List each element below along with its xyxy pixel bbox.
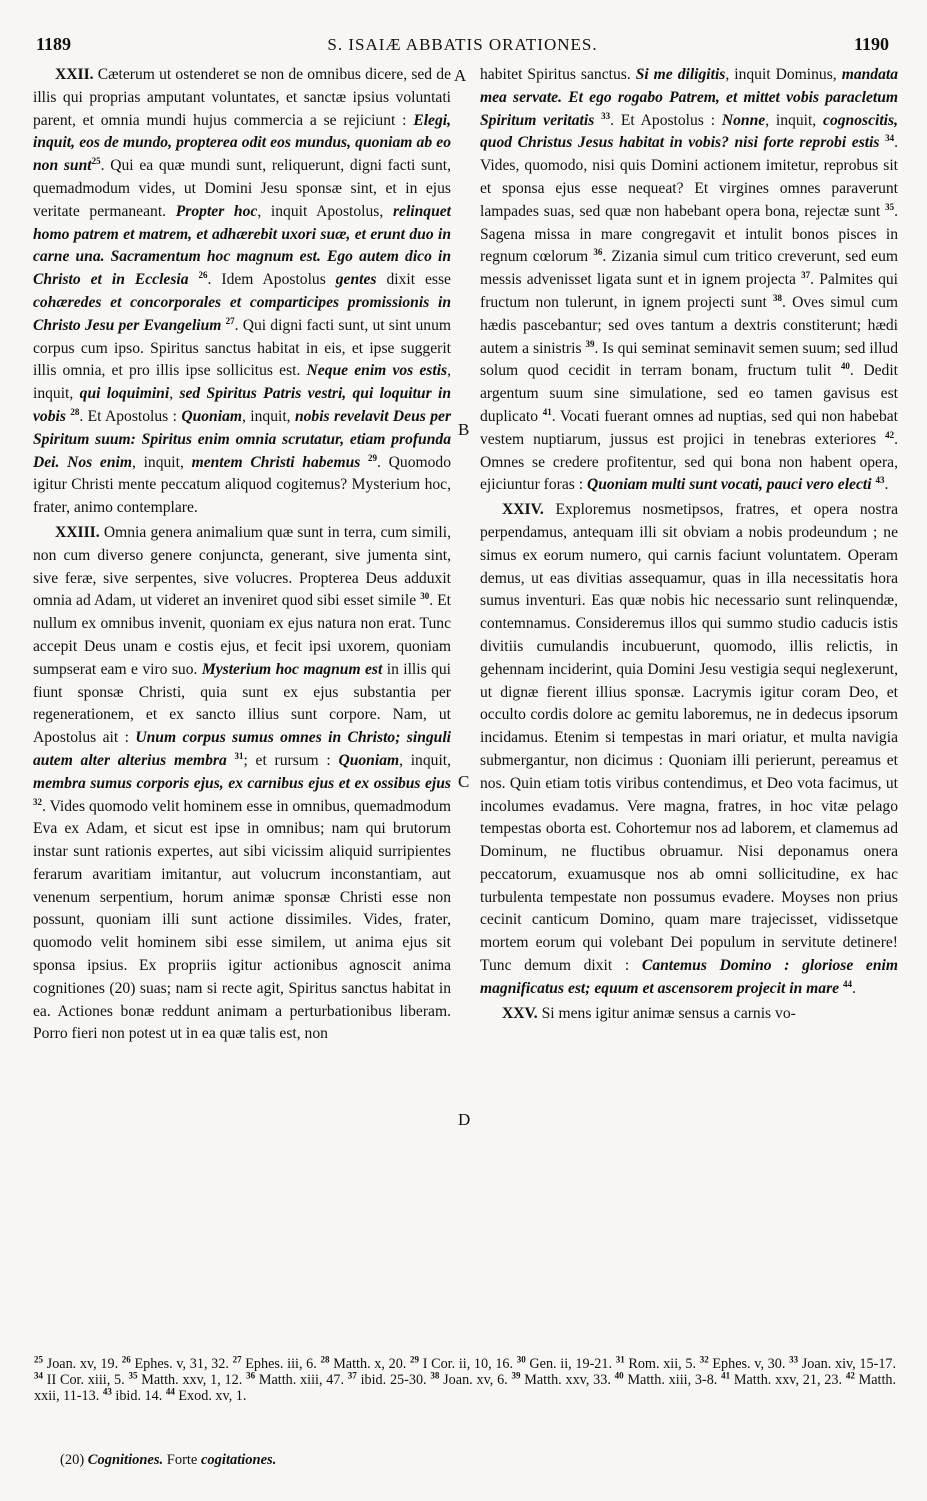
margin-letter-c: C: [458, 772, 470, 791]
note-mark: 34: [885, 133, 895, 144]
note-ref: Joan. xv, 19.: [43, 1356, 122, 1372]
note-ref: Matth. x, 20.: [329, 1356, 411, 1372]
note-item: [34, 1372, 128, 1388]
note-ref: Matth. xiii, 3-8.: [623, 1372, 722, 1388]
running-title: S. ISAIÆ ABBATIS ORATIONES.: [327, 35, 598, 54]
note-ref: Exod. xv, 1.: [174, 1388, 247, 1404]
note-item: [512, 1372, 615, 1388]
note-item: [34, 1356, 122, 1372]
page-number-left: 1189: [36, 34, 72, 54]
margin-letter-a: A: [454, 66, 467, 85]
note-number: 37: [347, 1370, 357, 1381]
paragraph-xxiii: XXIII. Omnia genera animalium quæ sunt in terra, cum simili, non cum diverso genere conjuncta, generant, sive jumenta sint, sive feræ, sive serpentes, sive volucres. Propterea Deus adduxit omnia ad Adam, ut videret an inveniret quod sibi esset simile $^{30}$. Et nullum ex omnibus invenit, quoniam ex ejus natura non erat. Tunc accepit Deus unam e costis ejus, et fecit ipsi uxorem, quoniam sumpserat eam e viro suo. Mysterium hoc magnum est in illis qui fiunt sponsæ Christi, quia sunt ex ejus substantia per regenerationem, et ex sancto illius sunt corpore. Nam, ut Apostolus ait : Unum corpus sumus omnes in Christo; singuli autem alter alterius membra $^{31}$; et rursum : Quoniam, inquit, membra sumus corporis ejus, ex carnibus ejus et ex ossibus ejus $^{32}$. Vides quomodo velit hominem esse in omnibus, quemadmodum Eva ex Adam, et sicut est ipse in omnibus; nam qui brutorum instar sunt rationis expertes, aut sibi vicissim aliquid surripientes ferarum avaritiam imitantur, aut volucrum inconstantiam, aut venenum serpentium, horum animæ sponsæ Christi esse non possunt, quoniam illi sunt actione dissimiles. Vides, frater, quomodo velit hominem sibi esse similem, ut anima ejus sit sponsa ipsius. Ex propriis igitur actionibus agnoscit anima cognitiones (20) suas; nam si recte agit, Spiritus sanctus habitat in ea. Actiones bonæ reddunt animam a perturbationibus liberam. Porro fieri non potest ut in ea quæ talis est, non: [33, 523, 452, 1043]
note-mark: 26: [198, 269, 208, 280]
note-mark: 32: [33, 796, 42, 807]
note-mark: 38: [773, 292, 783, 303]
note-number: 25: [34, 1354, 43, 1365]
note-item: [789, 1356, 896, 1372]
note-ref: Ephes. v, 30.: [708, 1356, 790, 1372]
note-ref: Gen. ii, 19-21.: [525, 1356, 616, 1372]
note-mark: 28: [70, 406, 80, 417]
note-number: 26: [121, 1354, 131, 1365]
footnote-mark: (20): [60, 1452, 85, 1468]
note-number: 41: [721, 1370, 731, 1381]
scripture-notes: [34, 1356, 896, 1404]
note-mark: 33: [601, 110, 611, 121]
footnote-term: Cognitiones.: [87, 1452, 164, 1468]
paragraph-xxiv: XXIV. Exploremus nosmetipsos, fratres, et opera nostra perpendamus, antequam illi sit obviam a nobis prodeundum ; ne simus ex eorum numero, qui carnis faciunt voluntatem. Operam demus, ut eas divitias assequamur, quas in illa necessitatis hora sumus inventuri. Eas quæ nobis hic necessario sunt relinquendæ, contemnamus. Consideremus illos qui summo studio caducis istis divitiis cumulandis incubuerunt, quomodo, illis relictis, in gehennam inciderint, quia Domini Jesu vestigia sequi neglexerunt, ut dignæ fierent illius sponsæ. Lacrymis igitur coram Deo, et occulto cordis dolore ac gemitu laboremus, ne in dedecus ipsorum incidamus. Etenim si tempestas in mari oriatur, et multa navigia submergantur, non dicimus : Quoniam illi perierunt, pereamus et nos. Quin etiam totis viribus contendimus, et Deo vota facimus, ut incolumes evadamus. Vere magna, fratres, in hoc vitæ pelago tempestas oborta est. Cohortemur nos ad laborem, et clamemus ad Dominum, ne fluctibus obruamur. Nisi deponamus onera peccatorum, exuamusque nos ab omni sollicitudine, ex hac turbulenta tempestate non possumus evadere. Moyses non prius cecinit canticum Domino, quam mare trajecisset, vidissetque mortem eorum qui volebant Dei populum in servitute detinere! Tunc demum dixit : Cantemus Domino : gloriose enim magnificatus est; equum et ascensorem projecit in mare $^{44}$.: [480, 501, 898, 997]
note-mark: 42: [885, 429, 895, 440]
note-item: [348, 1372, 431, 1388]
note-ref: Ephes. v, 31, 32.: [130, 1356, 233, 1372]
note-ref: ibid. 14.: [111, 1388, 166, 1404]
note-number: 44: [165, 1386, 175, 1397]
note-number: 30: [516, 1354, 526, 1365]
note-mark: 25: [91, 156, 101, 166]
note-item: [246, 1372, 348, 1388]
note-mark: 27: [225, 315, 235, 326]
note-number: 27: [232, 1354, 242, 1365]
page-header: [36, 34, 889, 60]
note-item: [517, 1356, 616, 1372]
note-mark: 36: [593, 247, 603, 258]
paragraph-xxii-continued: habitet Spiritus sanctus. Si me diligitis, inquit Dominus, mandata mea servate. Et ego rogabo Patrem, et mittet vobis paracletum Spiritum veritatis $^{33}$. Et Apostolus : Nonne, inquit, cognoscitis, quod Christus Jesus habitat in vobis? nisi forte reprobi estis $^{34}$. Vides, quomodo, nisi quis Domini actionem imitetur, reprobus sit et sponsa ejus esse nequeat? Et virgines omnes paraverunt lampades suas, sed quæ non habebant opera bona, rejectæ sunt $^{35}$. Sagena missa in mare congregavit et intulit bonos pisces in regnum cœlorum $^{36}$. Zizania simul cum tritico creverunt, sed eum messis advenisset ligata sunt et in ignem projecta $^{37}$. Palmites qui fructum non tulerunt, in ignem projecti sunt $^{38}$. Oves simul cum hædis pascebantur; sed oves tantum a dextris constiterunt; hædi autem a sinistris $^{39}$. Is qui seminat seminavit semen suum; sed illud solum quod cecidit in terram bonam, fructum tulit $^{40}$. Dedit argentum suum sine simulatione, sed eo tamen gavisus est duplicato $^{41}$. Vocati fuerant omnes ad nuptias, sed qui non habebat vestem nuptiarum, jussus est projici in tenebras exteriores $^{42}$. Omnes se credere profitentur, sed qui bona non habent opera, ejiciuntur foras : Quoniam multi sunt vocati, pauci vero electi $^{43}$.: [480, 66, 899, 494]
margin-letter-d: D: [458, 1110, 471, 1129]
note-ref: Matth. xxv, 1, 12.: [137, 1372, 247, 1388]
section-number: XXIII.: [55, 523, 100, 541]
note-mark: 41: [542, 406, 552, 417]
left-column: [33, 64, 451, 1046]
note-number: 32: [699, 1354, 709, 1365]
note-ref: Matth. xiii, 47.: [255, 1372, 348, 1388]
section-number: XXIV.: [502, 501, 544, 519]
note-ref: I Cor. ii, 10, 16.: [419, 1356, 517, 1372]
note-number: 35: [128, 1370, 138, 1381]
note-number: 29: [410, 1354, 420, 1365]
note-item: [410, 1356, 517, 1372]
note-ref: Matth. xxv, 21, 23.: [730, 1372, 846, 1388]
note-ref: Matth. xxii, 11-13.: [34, 1372, 897, 1404]
note-mark: 44: [843, 978, 852, 989]
note-item: [128, 1372, 246, 1388]
note-ref: Joan. xiv, 15-17.: [798, 1356, 897, 1372]
note-ref: ibid. 25-30.: [356, 1372, 431, 1388]
footnote: [60, 1452, 276, 1469]
footnote-text: Forte: [166, 1452, 198, 1468]
note-ref: Joan. xv, 6.: [439, 1372, 512, 1388]
note-item: [430, 1372, 511, 1388]
note-mark: 35: [885, 201, 895, 212]
note-number: 34: [34, 1370, 43, 1381]
section-number: XXII.: [55, 66, 94, 83]
note-ref: II Cor. xiii, 5.: [43, 1372, 129, 1388]
note-item: [616, 1356, 700, 1372]
note-item: [103, 1388, 166, 1404]
note-ref: Ephes. iii, 6.: [241, 1356, 321, 1372]
note-number: 38: [430, 1370, 440, 1381]
note-mark: 37: [801, 269, 811, 280]
note-item: [700, 1356, 789, 1372]
note-item: [122, 1356, 233, 1372]
note-number: 33: [789, 1354, 799, 1365]
note-mark: 40: [840, 361, 850, 372]
note-number: 28: [320, 1354, 330, 1365]
note-mark: 43: [875, 475, 885, 486]
note-number: 36: [246, 1370, 256, 1381]
note-item: [615, 1372, 721, 1388]
note-ref: Rom. xii, 5.: [624, 1356, 700, 1372]
margin-letter-b: B: [458, 420, 470, 439]
note-number: 31: [615, 1354, 625, 1365]
note-number: 43: [102, 1386, 112, 1397]
note-mark: 30: [420, 591, 430, 602]
note-mark: 39: [585, 338, 595, 349]
note-number: 39: [511, 1370, 521, 1381]
note-mark: 29: [368, 452, 378, 463]
section-number: XXV.: [502, 1004, 538, 1022]
paragraph-xxii: XXII. Cæterum ut ostenderet se non de omnibus dicere, sed de illis qui proprias amputant voluntates, et sanctæ ipsius voluntati parent, et omnia mundi hujus commercia a se rejiciunt : Elegi, inquit, eos de mundo, propterea odit eos mundus, quoniam ab eo non sunt$^{25}$. Qui ea quæ mundi sunt, reliquerunt, digni facti sunt, quemadmodum vides, ut Domini Jesu sponsæ sint, et in ejus veritate permaneant. Propter hoc, inquit Apostolus, relinquet homo patrem et matrem, et adhærebit uxori suæ, et erunt duo in carne una. Sacramentum hoc magnum est. Ego autem dico in Christo et in Ecclesia $^{26}$. Idem Apostolus gentes dixit esse cohæredes et concorporales et comparticipes promissionis in Christo Jesu per Evangelium $^{27}$. Qui digni facti sunt, ut sint unum corpus cum ipso. Spiritus sanctus habitat in eis, et ipse suggerit illis omnia, et pro illis ipse sollicitus est. Neque enim vos estis, inquit, qui loquimini, sed Spiritus Patris vestri, qui loquitur in vobis $^{28}$. Et Apostolus : Quoniam, inquit, nobis revelavit Deus per Spiritum suum: Spiritus enim omnia scrutatur, etiam profunda Dei. Nos enim, inquit, mentem Christi habemus $^{29}$. Quomodo igitur Christi mente peccatum aliquod cogitemus? Mysterium hoc, frater, animo contemplare.: [33, 66, 452, 517]
note-item: [321, 1356, 411, 1372]
page-number-right: 1190: [853, 34, 889, 54]
note-item: [721, 1372, 846, 1388]
note-number: 40: [614, 1370, 624, 1381]
right-column: [480, 64, 898, 1025]
note-ref: Matth. xxv, 33.: [520, 1372, 615, 1388]
note-item: [166, 1388, 247, 1404]
note-number: 42: [845, 1370, 855, 1381]
note-mark: 31: [234, 750, 244, 761]
footnote-alt: cogitationes.: [201, 1452, 277, 1468]
paragraph-xxv: XXV. Si mens igitur animæ sensus a carnis vo-: [502, 1004, 796, 1022]
